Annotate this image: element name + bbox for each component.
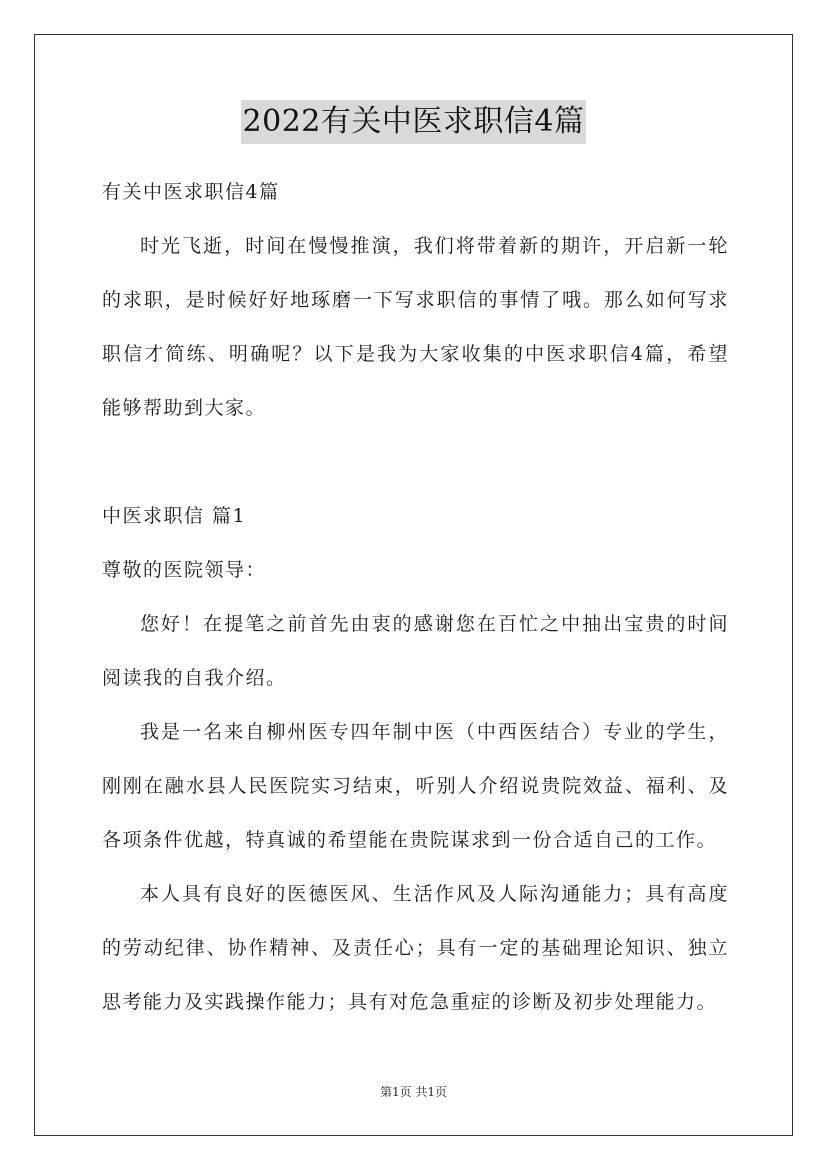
page-number-label: 第1页 共1页 xyxy=(379,1085,448,1099)
page-footer xyxy=(0,1083,827,1100)
section-gap xyxy=(102,435,729,489)
document-subtitle: 有关中医求职信4篇 xyxy=(102,181,280,203)
document-title: 2022有关中医求职信4篇 xyxy=(241,100,587,144)
title-container xyxy=(0,100,827,144)
body-paragraph-2: 我是一名来自柳州医专四年制中医（中西医结合）专业的学生，刚刚在融水县人民医院实习结束，听别人介绍说贵院效益、福利、及各项条件优越，特真诚的希望能在贵院谋求到一份合适自己的工作。 xyxy=(102,721,729,851)
section-heading: 中医求职信 篇1 xyxy=(102,505,247,527)
body-paragraph-3: 本人具有良好的医德医风、生活作风及人际沟通能力；具有高度的劳动纪律、协作精神、及责任心；具有一定的基础理论知识、独立思考能力及实践操作能力；具有对危急重症的诊断及初步处理能力。 xyxy=(102,883,729,1013)
salutation: 尊敬的医院领导： xyxy=(102,559,267,581)
document-body xyxy=(102,165,729,1029)
intro-paragraph: 时光飞逝，时间在慢慢推演，我们将带着新的期许，开启新一轮的求职，是时候好好地琢磨一下写求职信的事情了哦。那么如何写求职信才简练、明确呢？以下是我为大家收集的中医求职信4篇，希望能够帮助到大家。 xyxy=(102,235,729,419)
body-paragraph-1: 您好！在提笔之前首先由衷的感谢您在百忙之中抽出宝贵的时间阅读我的自我介绍。 xyxy=(102,613,729,689)
